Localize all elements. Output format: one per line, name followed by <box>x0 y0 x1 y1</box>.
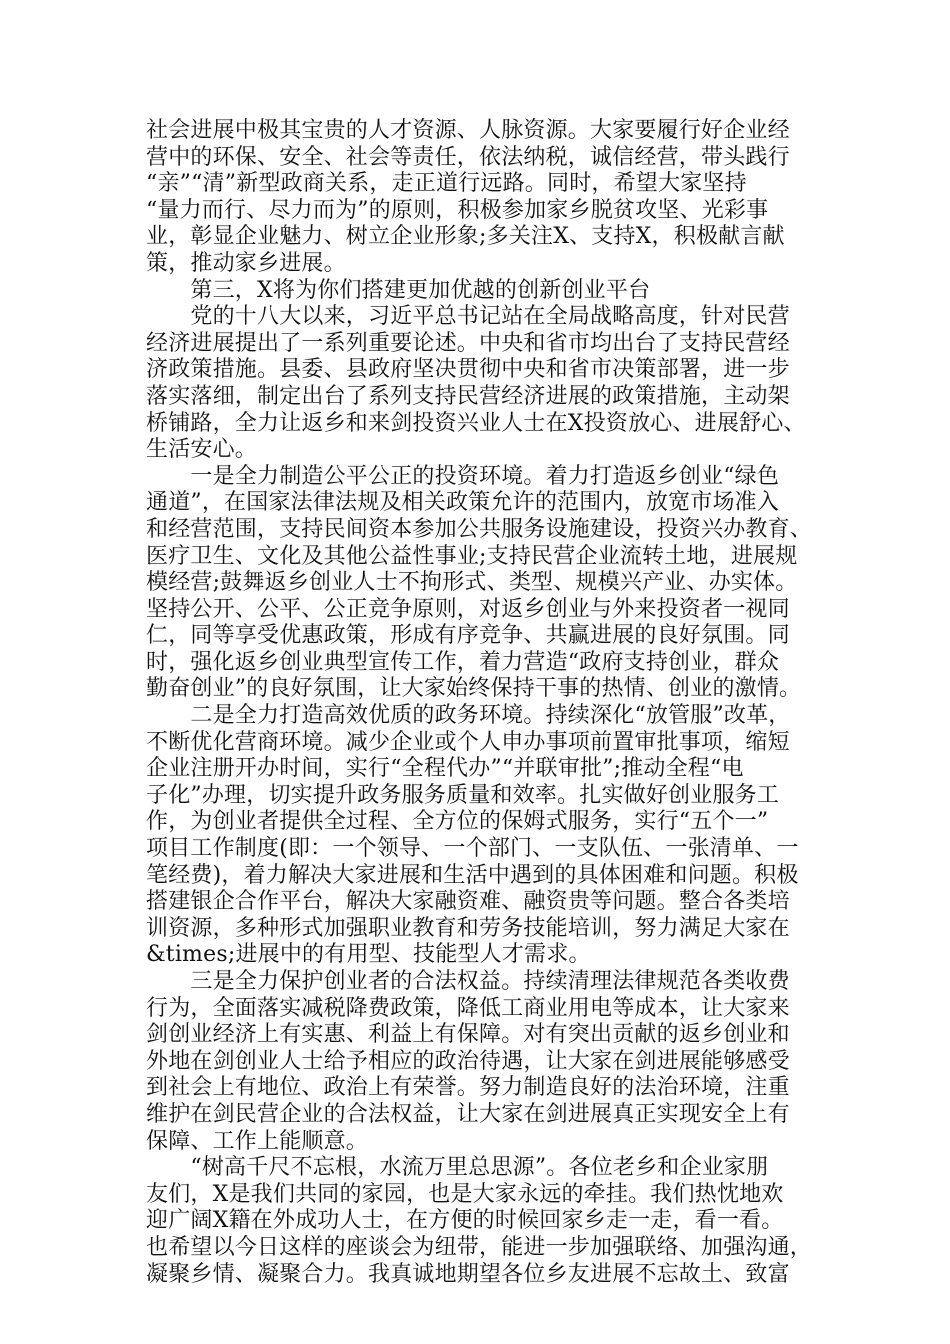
text-line: 第三，X将为你们搭建更加优越的创新创业平台 <box>146 277 651 303</box>
text-line: 和经营范围，支持民间资本参加公共服务设施建设，投资兴办教育、 <box>146 516 813 542</box>
text-line: 业，彰显企业魅力、树立企业形象;多关注X、支持X，积极献言献 <box>146 224 785 250</box>
text-line: &times;进展中的有用型、技能型人才需求。 <box>146 942 591 968</box>
text-line: 企业注册开办时间，实行“全程代办”“并联审批”;推动全程“电 <box>146 756 744 782</box>
text-line: 到社会上有地位、政治上有荣誉。努力制造良好的法治环境，注重 <box>146 1075 790 1101</box>
text-line: 落实落细，制定出台了系列支持民营经济进展的政策措施，主动架 <box>146 383 790 409</box>
text-line: 友们，X是我们共同的家园，也是大家永远的牵挂。我们热忱地欢 <box>146 1181 784 1207</box>
text-line: 勤奋创业”的良好氛围，让大家始终保持干事的热情、创业的激情。 <box>146 676 802 702</box>
text-line: 桥铺路，全力让返乡和来剑投资兴业人士在X投资放心、进展舒心、 <box>146 410 806 436</box>
text-line: 坚持公开、公平、公正竞争原则，对返乡创业与外来投资者一视同 <box>146 596 790 622</box>
text-line: 维护在剑民营企业的合法权益，让大家在剑进展真正实现安全上有 <box>146 1101 790 1127</box>
text-line: 迎广阔X籍在外成功人士，在方便的时候回家乡走一走，看一看。 <box>146 1208 784 1234</box>
text-line: 外地在剑创业人士给予相应的政治待遇，让大家在剑进展能够感受 <box>146 1048 790 1074</box>
text-line: 项目工作制度(即：一个领导、一个部门、一支队伍、一张清单、一 <box>146 836 799 862</box>
text-line: 剑创业经济上有实惠、利益上有保障。对有突出贡献的返乡创业和 <box>146 1022 790 1048</box>
text-line: 也希望以今日这样的座谈会为纽带，能进一步加强联络、加强沟通， <box>146 1234 813 1260</box>
text-line: 生活安心。 <box>146 437 258 463</box>
text-line: 党的十八大以来，习近平总书记站在全局战略高度，针对民营 <box>146 304 790 330</box>
text-line: 训资源，多种形式加强职业教育和劳务技能培训，努力满足大家在 <box>146 915 790 941</box>
text-line: 笔经费)，着力解决大家进展和生活中遇到的具体困难和问题。积极 <box>146 862 799 888</box>
text-line: 行为，全面落实减税降费政策，降低工商业用电等成本，让大家来 <box>146 995 790 1021</box>
text-line: 济政策措施。县委、县政府坚决贯彻中央和省市决策部署，进一步 <box>146 357 790 383</box>
text-line: “树高千尺不忘根，水流万里总思源”。各位老乡和企业家朋 <box>146 1155 769 1181</box>
text-line: 作，为创业者提供全过程、全方位的保姆式服务，实行“五个一” <box>146 809 769 835</box>
text-line: 保障、工作上能顺意。 <box>146 1128 369 1154</box>
text-line: 时，强化返乡创业典型宣传工作，着力营造“政府支持创业，群众 <box>146 649 780 675</box>
text-line: 通道”，在国家法律法规及相关政策允许的范围内，放宽市场准入 <box>146 490 780 516</box>
text-line: “亲”“清”新型政商关系，走正道行远路。同时，希望大家坚持 <box>146 171 747 197</box>
text-line: 凝聚乡情、凝聚合力。我真诚地期望各位乡友进展不忘故土、致富 <box>146 1261 790 1287</box>
text-line: 策，推动家乡进展。 <box>146 250 346 276</box>
text-line: 医疗卫生、文化及其他公益性事业;支持民营企业流转土地，进展规 <box>146 543 798 569</box>
text-line: 模经营;鼓舞返乡创业人士不拘形式、类型、规模兴产业、办实体。 <box>146 570 798 596</box>
text-line: 搭建银企合作平台，解决大家融资难、融资贵等问题。整合各类培 <box>146 889 790 915</box>
text-line: 仁，同等享受优惠政策，形成有序竞争、共赢进展的良好氛围。同 <box>146 623 790 649</box>
text-line: 经济进展提出了一系列重要论述。中央和省市均出台了支持民营经 <box>146 330 790 356</box>
text-line: 营中的环保、安全、社会等责任，依法纳税，诚信经营，带头践行 <box>146 144 790 170</box>
text-line: “量力而行、尽力而为”的原则，积极参加家乡脱贫攻坚、光彩事 <box>146 197 769 223</box>
text-line: 二是全力打造高效优质的政务环境。持续深化“放管服”改革， <box>146 703 791 729</box>
text-line: 三是全力保护创业者的合法权益。持续清理法律规范各类收费 <box>146 969 790 994</box>
document-body <box>146 118 812 1288</box>
text-line: 一是全力制造公平公正的投资环境。着力打造返乡创业“绿色 <box>146 463 780 489</box>
text-line: 不断优化营商环境。减少企业或个人申办事项前置审批事项，缩短 <box>146 729 790 755</box>
text-line: 子化”办理，切实提升政务服务质量和效率。扎实做好创业服务工 <box>146 782 780 808</box>
text-line: 社会进展中极其宝贵的人才资源、人脉资源。大家要履行好企业经 <box>146 118 790 143</box>
